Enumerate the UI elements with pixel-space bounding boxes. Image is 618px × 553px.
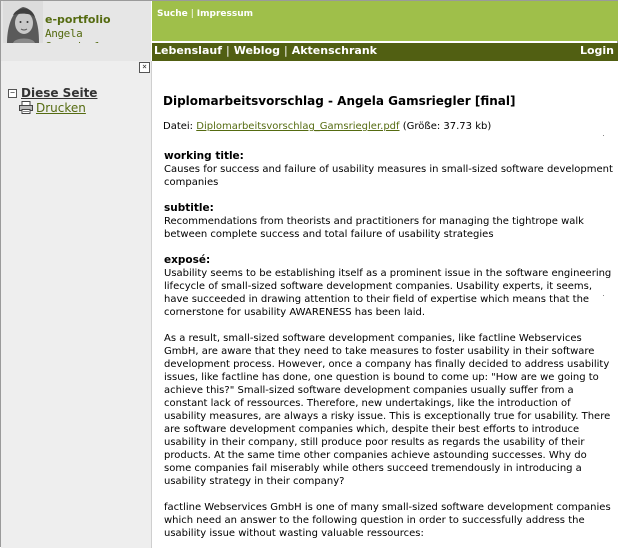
expose-heading: exposé: [164, 254, 211, 266]
subtitle-heading: subtitle: [164, 202, 214, 214]
nav-item-weblog[interactable]: Weblog [233, 44, 280, 57]
close-icon[interactable]: × [139, 62, 150, 73]
main-content [152, 61, 618, 548]
expose-paragraph-1: Usability seems to be establishing itself as a prominent issue in the software engineering lifecycle of small-sized software development companies. Usability experts, it seems, have succeeded in drawing attention to their field of expertise which means that the cornerstone for usability AWARENESS has been laid. [164, 268, 612, 318]
logo-area[interactable] [1, 1, 151, 43]
print-link[interactable]: Drucken [36, 101, 86, 115]
search-link[interactable]: Suche [157, 9, 188, 19]
expose-paragraph-2: As a result, small-sized software development companies, like factline Webservices GmbH, are aware that they need to take measures to foster usability in their software development process. However, once a company has finally decided to address usability issues, like factline has done, one question is bound to come up: "How are we going to achieve this?" Small-sized software development companies usually suffer from a constant lack of ressources. Therefore, new undertakings, like the introduction of usability measures, are always a risky issue. This is exceptionally true for usability. There are software development companies which, despite their best efforts to introduce usability in their company, still produce poor results as regards the usability of their products. At the same time other companies achieve astounding successes. Why do some companies fail miserably while others succeed tremendously in introducing a usability strategy in their company? [164, 333, 611, 487]
sidebar [1, 61, 152, 548]
top-links-separator: | [190, 9, 194, 19]
nav-item-aktenschrank[interactable]: Aktenschrank [291, 44, 377, 57]
file-size: (Größe: 37.73 kb) [402, 121, 492, 132]
site-title[interactable]: e-portfolio [45, 13, 111, 26]
expose-paragraph-3: factline Webservices GmbH is one of many small-sized software development companies which need an answer to the following question in order to successfully address the usability issue without wasting valuable ressources: [164, 502, 611, 539]
sidebar-item-this-page[interactable]: Diese Seite [21, 86, 98, 100]
nav-separator: | [284, 44, 288, 57]
decorative-dot [603, 135, 604, 136]
collapse-icon[interactable]: − [8, 89, 17, 98]
logo-area-footer [1, 43, 151, 61]
imprint-link[interactable]: Impressum [196, 9, 254, 19]
document-body [164, 150, 614, 553]
working-title-text: Causes for success and failure of usability measures in small-sized software development companies [164, 164, 613, 188]
login-link[interactable]: Login [579, 44, 614, 57]
printer-icon[interactable] [19, 101, 33, 114]
subtitle-text: Recommendations from theorists and practitioners for managing the tightrope walk between complete success and total failure of usability strategies [164, 216, 584, 240]
working-title-heading: working title: [164, 150, 244, 162]
page-title: Diplomarbeitsvorschlag - Angela Gamsriegler [final] [163, 94, 516, 108]
top-links [157, 9, 253, 19]
nav-item-lebenslauf[interactable]: Lebenslauf [154, 44, 222, 57]
nav-items [154, 44, 377, 57]
top-bar [152, 1, 618, 41]
owner-name[interactable]: Angela [45, 27, 83, 40]
nav-separator: | [226, 44, 230, 57]
file-download-link[interactable]: Diplomarbeitsvorschlag_Gamsriegler.pdf [196, 121, 400, 132]
main-nav [152, 43, 618, 61]
file-info [163, 121, 491, 132]
file-label: Datei: [163, 121, 194, 132]
avatar [3, 1, 43, 43]
